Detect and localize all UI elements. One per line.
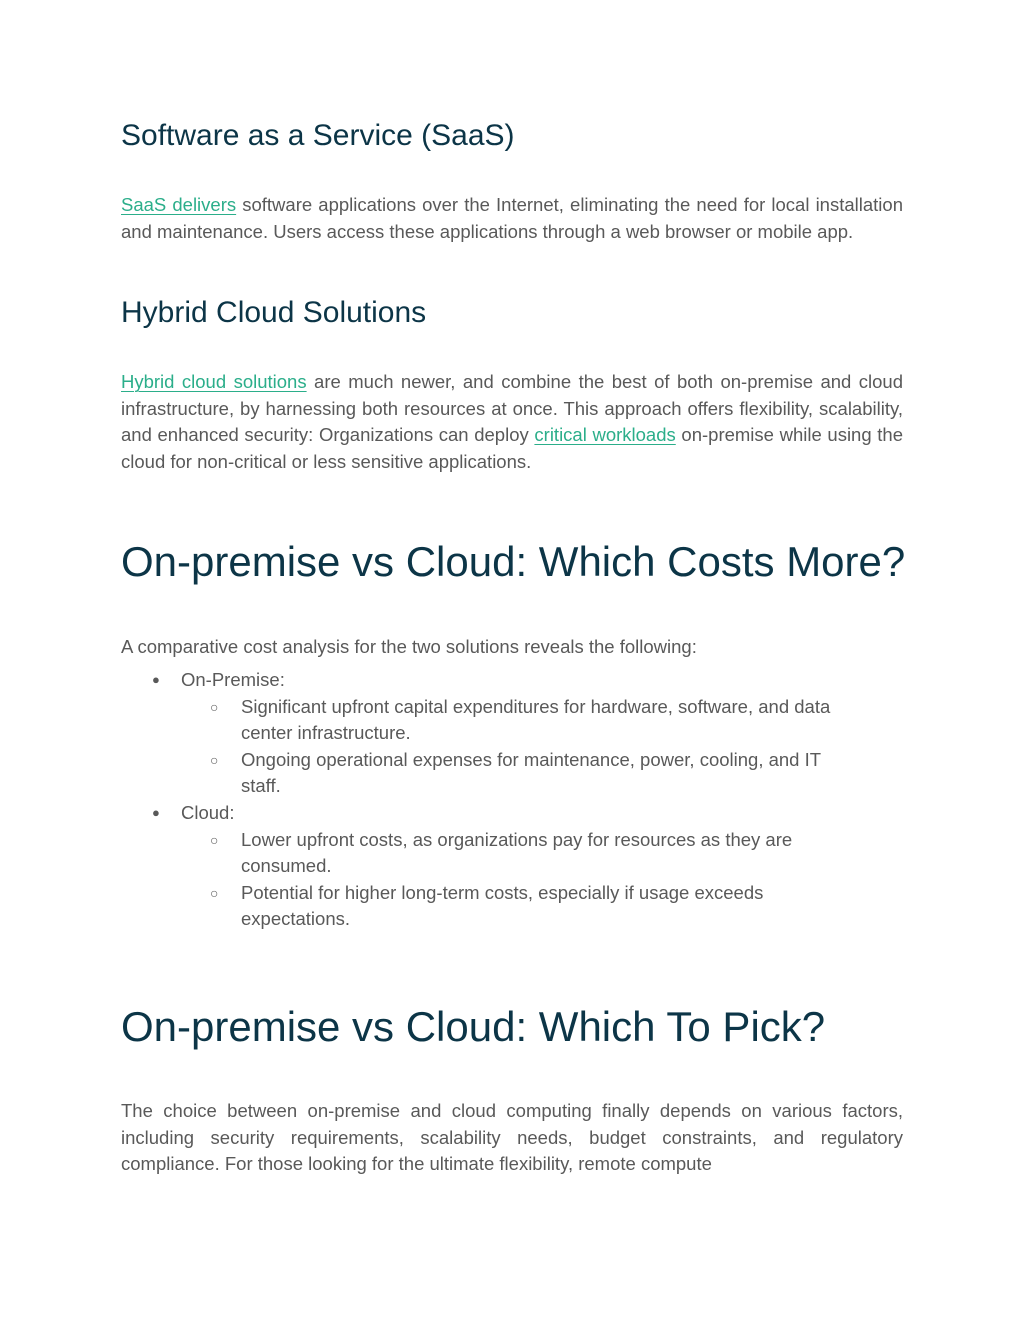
saas-heading: Software as a Service (SaaS) <box>121 119 515 152</box>
hybrid-paragraph-text-2: on-premise while using the cloud for non-critical or less sensitive applications. <box>121 424 903 472</box>
hybrid-paragraph-text-1: are much newer, and combine the best of both on-premise and cloud infrastructure, by harnessing both resources at once. This approach offers flexibility, scalability, and enhanced security: Organizations can deploy <box>121 371 903 446</box>
bullet-icon: ● <box>152 804 160 820</box>
saas-paragraph-text: software applications over the Internet, eliminating the need for local installation and maintenance. Users access these applications through a web browser or mobile app. <box>121 194 903 242</box>
sub-bullet-icon: ○ <box>210 884 219 901</box>
list-item <box>181 827 831 880</box>
hybrid-cloud-solutions-link[interactable]: Hybrid cloud solutions <box>121 371 307 392</box>
hybrid-heading: Hybrid Cloud Solutions <box>121 296 427 329</box>
list-item <box>121 667 903 800</box>
bullet-icon: ● <box>152 672 160 687</box>
saas-delivers-link[interactable]: SaaS delivers <box>121 194 237 215</box>
pick-heading: On-premise vs Cloud: Which To Pick? <box>121 1003 826 1050</box>
list-item <box>181 880 831 933</box>
sub-bullet-text: Ongoing operational expenses for maintenance, power, cooling, and IT staff. <box>241 748 821 797</box>
sub-bullet-icon: ○ <box>210 831 219 848</box>
sub-bullet-list <box>181 827 903 933</box>
sub-bullet-icon: ○ <box>210 751 219 768</box>
hybrid-paragraph <box>121 369 903 475</box>
sub-bullet-text: Potential for higher long-term costs, especially if usage exceeds expectations. <box>241 881 764 930</box>
bullet-label: On-Premise: <box>181 669 285 690</box>
list-item <box>181 747 831 800</box>
costs-intro: A comparative cost analysis for the two solutions reveals the following: <box>121 636 697 657</box>
sub-bullet-text: Lower upfront costs, as organizations pay for resources as they are consumed. <box>241 828 793 877</box>
list-item <box>121 800 903 933</box>
costs-heading: On-premise vs Cloud: Which Costs More? <box>121 538 906 585</box>
critical-workloads-link[interactable]: critical workloads <box>534 424 676 446</box>
pick-paragraph: The choice between on-premise and cloud computing finally depends on various factors, including security requirements, scalability needs, budget constraints, and regulatory compliance. For those looking for the ultimate flexibility, remote compute <box>121 1100 903 1175</box>
sub-bullet-text: Significant upfront capital expenditures for hardware, software, and data center infrastructure. <box>241 695 831 744</box>
saas-paragraph <box>121 192 903 245</box>
list-item <box>181 694 831 747</box>
sub-bullet-icon: ○ <box>210 698 219 715</box>
cost-bullet-list <box>121 667 903 933</box>
sub-bullet-list <box>181 694 903 800</box>
bullet-label: Cloud: <box>181 801 235 823</box>
